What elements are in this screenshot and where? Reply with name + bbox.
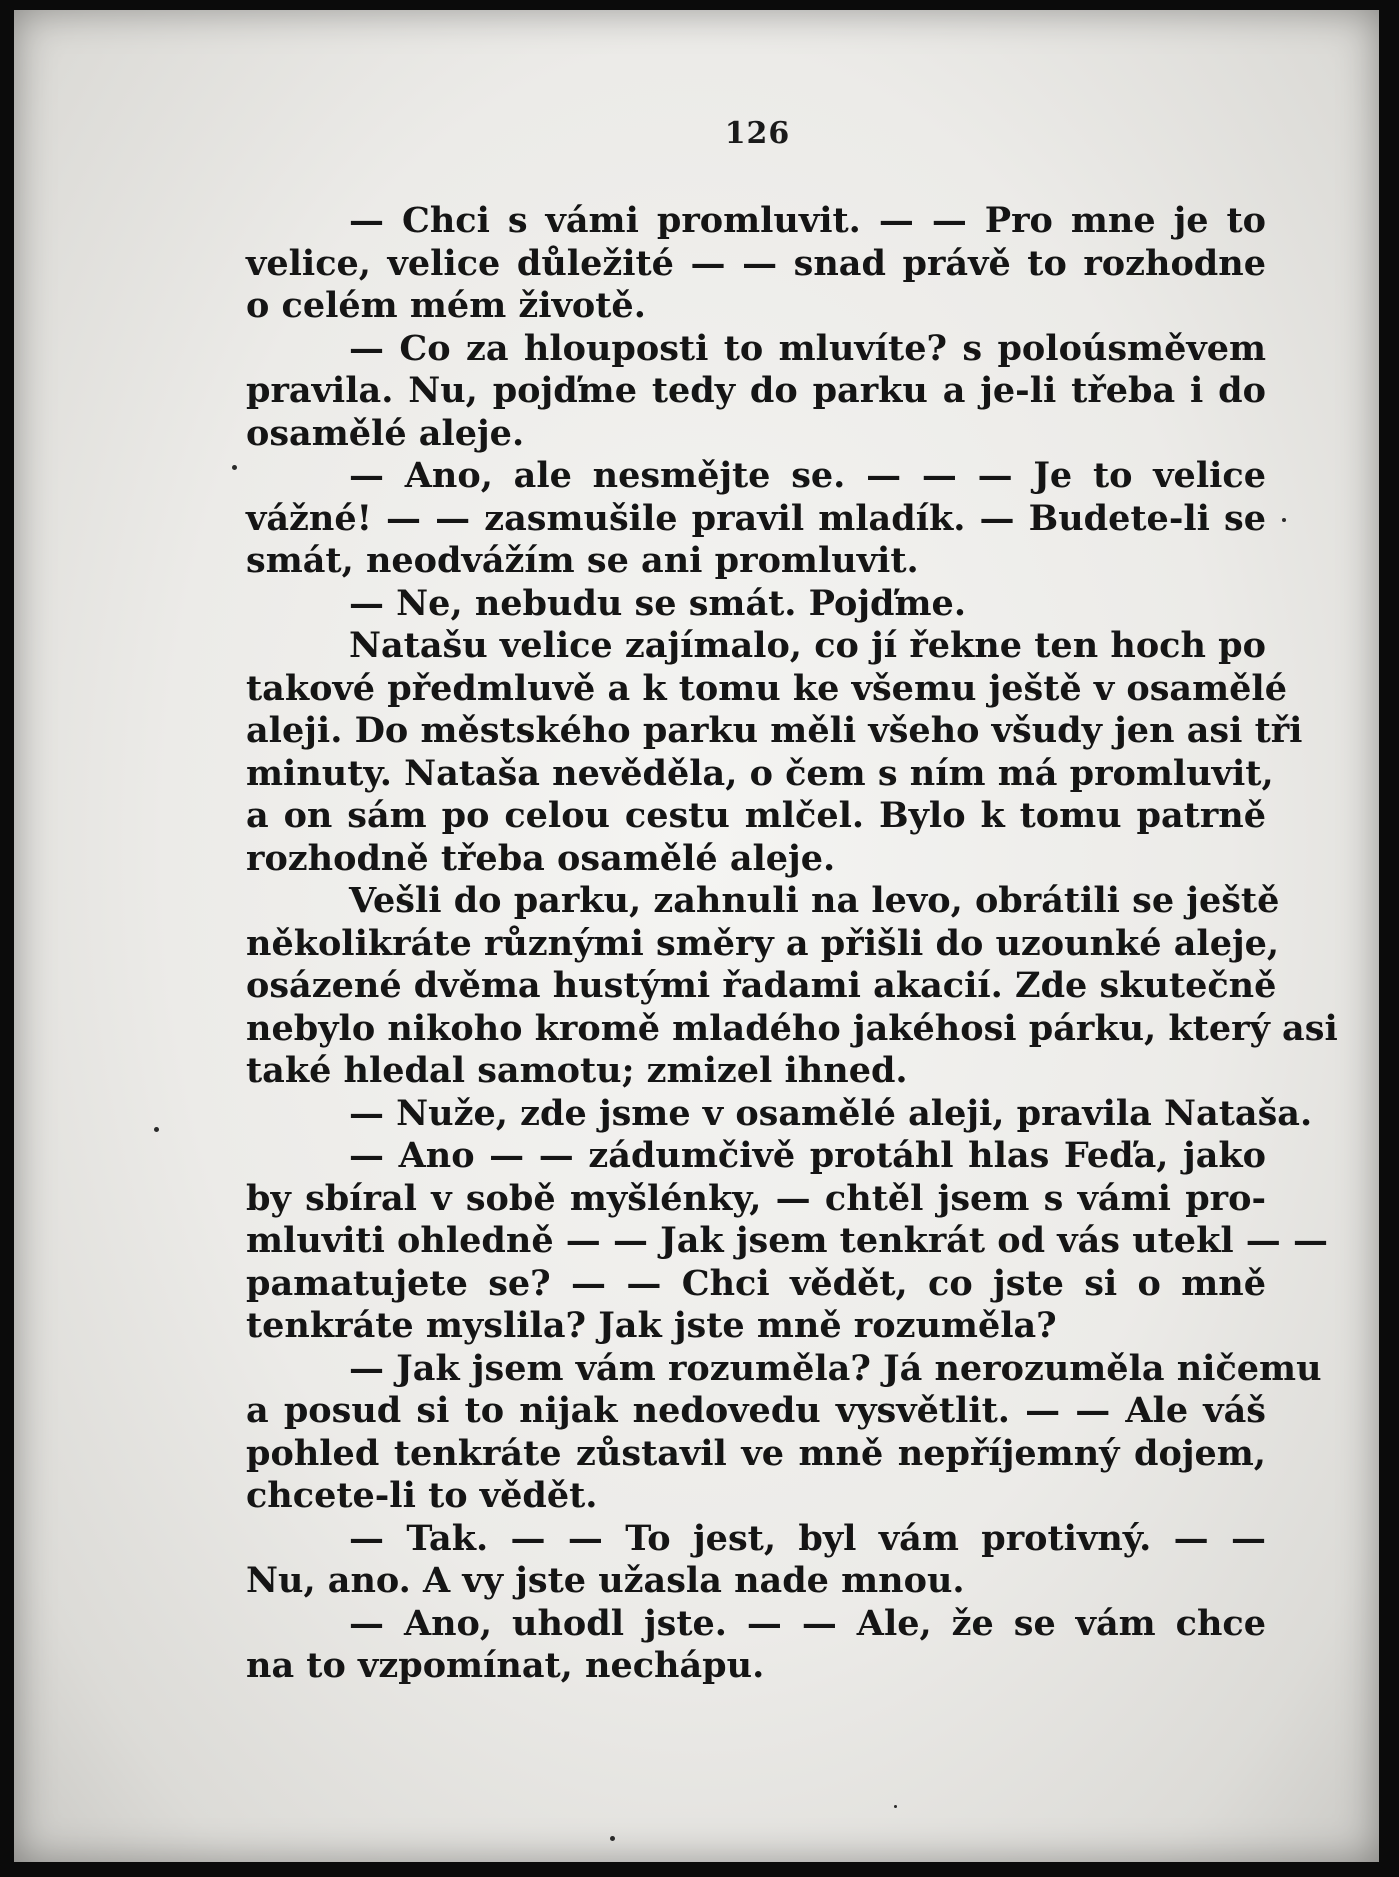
text-line: — Ano — — zádumčivě protáhl hlas Feďa, jako: [349, 1135, 1266, 1176]
text-line: a on sám po celou cestu mlčel. Bylo k tomu patrně: [246, 795, 1266, 836]
text-line: osázené dvěma hustými řadami akacií. Zde skutečně: [246, 965, 1277, 1006]
text-line: — Jak jsem vám rozuměla? Já nerozuměla ničemu: [349, 1347, 1322, 1389]
text-line: — Ne, nebudu se smát. Pojďme.: [349, 582, 967, 624]
text-line: pohled tenkráte zůstavil ve mně nepříjemný dojem,: [246, 1432, 1266, 1474]
text-line: vážné! — — zasmušile pravil mladík. — Budete-li se: [246, 497, 1266, 539]
text-line: nebylo nikoho kromě mladého jakéhosi párku, který asi: [246, 1007, 1338, 1049]
text-line: — Ano, ale nesmějte se. — — — Je to velice: [349, 455, 1266, 496]
text-line: na to vzpomínat, nechápu.: [246, 1645, 765, 1686]
text-line: o celém mém životě.: [246, 285, 646, 326]
text-line: smát, neodvážím se ani promluvit.: [246, 540, 919, 581]
text-line: — Chci s vámi promluvit. — — Pro mne je to: [349, 200, 1266, 241]
text-line: Natašu velice zajímalo, co jí řekne ten hoch po: [349, 625, 1266, 666]
text-line: několikráte různými směry a přišli do uzounké aleje,: [246, 922, 1280, 964]
text-line: velice, velice důležité — — snad právě to rozhodne: [246, 242, 1266, 284]
text-line: — Co za hlouposti to mluvíte? s poloúsměvem: [349, 327, 1266, 369]
page-number: 126: [724, 116, 791, 151]
text-line: tenkráte myslila? Jak jste mně rozuměla?: [246, 1305, 1057, 1346]
text-line: — Nuže, zde jsme v osamělé aleji, pravila Nataša.: [349, 1092, 1313, 1134]
text-line: pamatujete se? — — Chci vědět, co jste si o mně: [246, 1262, 1266, 1304]
body-text: [246, 200, 1338, 1688]
dust-speck: [894, 1805, 897, 1808]
text-line: Vešli do parku, zahnuli na levo, obrátili se ještě: [349, 880, 1280, 921]
text-line: — Tak. — — To jest, byl vám protivný. — —: [349, 1517, 1266, 1559]
book-page: [14, 10, 1379, 1862]
dust-speck: [1282, 518, 1286, 522]
text-line: Nu, ano. A vy jste užasla nade mnou.: [246, 1560, 965, 1601]
dust-speck: [232, 465, 237, 470]
text-line: rozhodně třeba osamělé aleje.: [246, 837, 836, 879]
text-line: také hledal samotu; zmizel ihned.: [246, 1050, 908, 1091]
text-line: — Ano, uhodl jste. — — Ale, že se vám chce: [349, 1602, 1266, 1644]
text-line: aleji. Do městského parku měli všeho všudy jen asi tři: [246, 710, 1303, 751]
text-line: takové předmluvě a k tomu ke všemu ještě v osamělé: [246, 667, 1287, 709]
dust-speck: [154, 1127, 159, 1132]
dust-speck: [610, 1836, 615, 1841]
text-line: minuty. Nataša nevěděla, o čem s ním má promluvit,: [246, 752, 1274, 794]
text-line: chcete-li to vědět.: [246, 1475, 598, 1516]
text-line: a posud si to nijak nedovedu vysvětlit. — — Ale váš: [246, 1390, 1266, 1431]
text-line: mluviti ohledně — — Jak jsem tenkrát od vás utekl — —: [246, 1220, 1328, 1261]
text-line: by sbíral v sobě myšlénky, — chtěl jsem s vámi pro-: [246, 1177, 1266, 1219]
text-line: osamělé aleje.: [246, 412, 525, 454]
text-line: pravila. Nu, pojďme tedy do parku a je-li třeba i do: [246, 370, 1266, 411]
